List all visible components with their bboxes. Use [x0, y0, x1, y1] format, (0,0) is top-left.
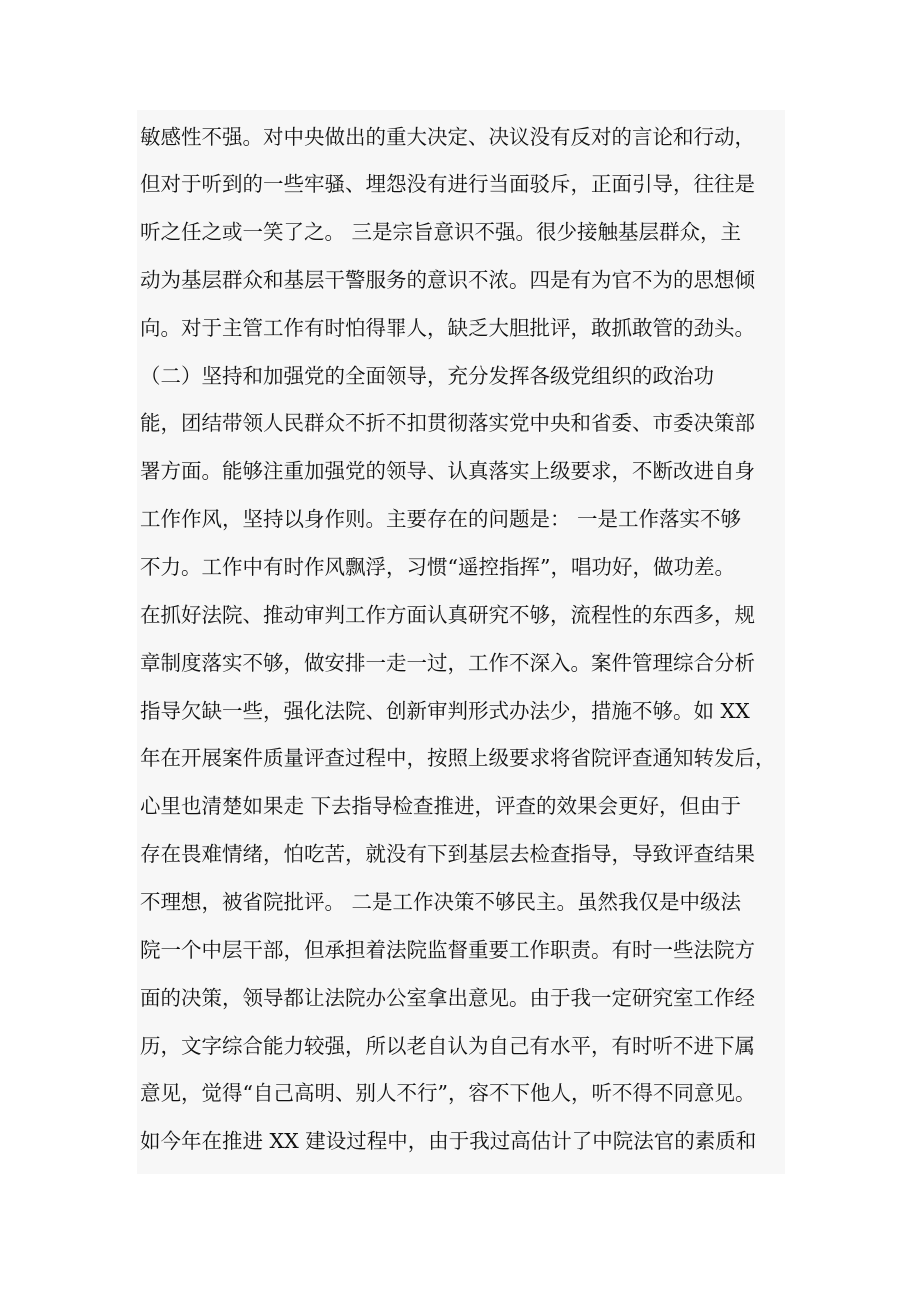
text-line: 向。对于主管工作有时怕得罪人，缺乏大胆批评，敢抓敢管的劲头。	[140, 316, 755, 340]
text-line: 如今年在推进 XX 建设过程中，由于我过高估计了中院法官的素质和	[140, 1129, 757, 1153]
text-line: 工作作风，坚持以身作则。主要存在的问题是： 一是工作落实不够	[140, 507, 742, 531]
text-line: 存在畏难情绪，怕吃苦，就没有下到基层去检查指导，导致评查结果	[140, 842, 755, 866]
text-line: 面的决策，领导都让法院办公室拿出意见。由于我一定研究室工作经	[140, 986, 755, 1010]
text-line: 意见，觉得“自己高明、别人不行”，容不下他人，听不得不同意见。	[140, 1081, 756, 1105]
text-line: 在抓好法院、推动审判工作方面认真研究不够，流程性的东西多，规	[140, 603, 755, 627]
text-line: 动为基层群众和基层干警服务的意识不浓。四是有为官不为的思想倾	[140, 268, 755, 292]
text-line: 但对于听到的一些牢骚、埋怨没有进行当面驳斥，正面引导，往往是	[140, 172, 755, 196]
text-line: 心里也清楚如果走 下去指导检查推进，评查的效果会更好，但由于	[140, 794, 742, 818]
text-line: 敏感性不强。对中央做出的重大决定、决议没有反对的言论和行动，	[140, 125, 755, 149]
text-line: 章制度落实不够，做安排一走一过，工作不深入。案件管理综合分析	[140, 651, 755, 675]
text-line: 能，团结带领人民群众不折不扣贯彻落实党中央和省委、市委决策部	[140, 411, 755, 435]
text-line: 听之任之或一笑了之。 三是宗旨意识不强。很少接触基层群众，主	[140, 220, 742, 244]
text-line: 历，文字综合能力较强，所以老自认为自己有水平，有时听不进下属	[140, 1034, 755, 1058]
text-line: 年在开展案件质量评查过程中，按照上级要求将省院评查通知转发后，	[140, 746, 776, 770]
text-line: （二）坚持和加强党的全面领导，充分发挥各级党组织的政治功	[140, 364, 714, 388]
text-line: 指导欠缺一些，强化法院、创新审判形式办法少，措施不够。如 XX	[140, 699, 750, 723]
text-line: 院一个中层干部，但承担着法院监督重要工作职责。有时一些法院方	[140, 938, 755, 962]
text-line: 署方面。能够注重加强党的领导、认真落实上级要求，不断改进自身	[140, 459, 755, 483]
text-line: 不力。工作中有时作风飘浮，习惯“遥控指挥”，唱功好，做功差。	[140, 555, 735, 579]
text-line: 不理想，被省院批评。 二是工作决策不够民主。虽然我仅是中级法	[140, 890, 742, 914]
